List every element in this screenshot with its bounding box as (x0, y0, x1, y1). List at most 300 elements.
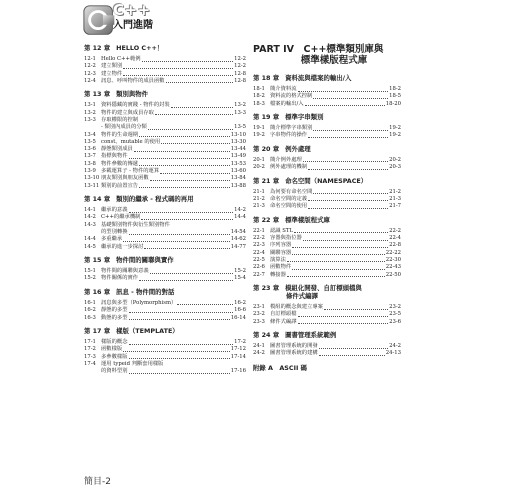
chapter-section (84, 195, 246, 250)
entry-page: 22-8 (389, 242, 401, 249)
dot-leader (298, 316, 389, 317)
toc-entry[interactable] (84, 368, 246, 375)
chapter-number: 第 23 章 (253, 284, 280, 293)
dot-leader (303, 161, 388, 162)
chapter-number: 第 14 章 (84, 195, 111, 204)
toc-entry[interactable] (84, 244, 246, 251)
entry-page: 18-5 (389, 93, 401, 100)
toc-entry[interactable] (84, 300, 246, 307)
entry-title: 多重繼承 (101, 236, 123, 243)
entry-number: 22-5 (253, 256, 265, 263)
chapter-number: 第 17 章 (84, 327, 111, 336)
toc-entry[interactable] (253, 304, 401, 311)
entry-page: 22-2 (389, 227, 401, 234)
appendix-entry[interactable]: 附錄 A ASCII 碼 (253, 363, 307, 372)
dot-leader (150, 180, 230, 181)
toc-entry[interactable] (84, 102, 246, 109)
toc-entry[interactable] (253, 93, 401, 100)
book-title-sub: 入門進階 (113, 20, 153, 31)
toc-entry[interactable] (253, 257, 401, 264)
entry-page: 23-6 (389, 318, 401, 325)
entry-number: 13-4 (84, 131, 96, 138)
dot-leader (129, 312, 234, 313)
dot-leader (129, 158, 230, 159)
entry-title: 命名空間的使用 (270, 203, 308, 210)
entry-number: 13-2 (84, 109, 96, 116)
toc-entry[interactable] (253, 242, 401, 249)
entry-title: 轉接器 (270, 271, 286, 278)
toc-entry[interactable] (84, 307, 246, 314)
entry-page: 13-10 (230, 131, 246, 138)
dot-leader (139, 187, 230, 188)
chapter-number: 第 12 章 (84, 44, 111, 52)
entry-title: 關聯容器 (270, 249, 292, 256)
chapter-title: 標準字串類別 (285, 113, 324, 122)
entry-title: 函數樣版 (101, 346, 123, 353)
entry-title: - 類別內成員的分類 (101, 124, 147, 131)
entry-page: 24-2 (389, 343, 401, 350)
entry-number: 23-1 (253, 304, 265, 311)
entry-number: 14-4 (84, 236, 96, 243)
chapter-number: 第 16 章 (84, 287, 111, 296)
chapter-section (253, 177, 401, 210)
dot-leader (144, 248, 229, 249)
entry-number: 18-2 (253, 93, 265, 100)
entry-page: 14-62 (230, 236, 246, 243)
entry-number: 22-2 (253, 235, 265, 242)
entry-page: 16-2 (234, 299, 246, 306)
toc-entry[interactable] (84, 168, 246, 175)
page-number: 簡目-2 (84, 477, 111, 487)
entry-page: 14-77 (230, 243, 246, 250)
entry-number: 22-6 (253, 264, 265, 271)
entry-page: 13-5 (234, 124, 246, 131)
chapter-title: 命名空間（NAMESPACE） (285, 176, 368, 185)
toc-entry[interactable] (84, 56, 246, 63)
entry-title: 存取權限的控制 (101, 116, 139, 123)
entry-page: 13-3 (234, 109, 246, 116)
page-header (0, 0, 520, 44)
entry-title: 模組的概念與建立專案 (270, 304, 323, 311)
entry-title: 簡介例外處理 (270, 156, 302, 163)
toc-entry[interactable] (84, 132, 246, 139)
entry-title: 的型別轉換 (101, 229, 128, 236)
entry-number: 12-3 (84, 70, 96, 77)
toc-entry[interactable] (253, 189, 401, 196)
chapter-title: 模組化開發、自訂標頭檔與 (285, 284, 362, 293)
toc-entry[interactable] (84, 275, 246, 282)
entry-page: 13-88 (230, 182, 246, 189)
entry-number: 17-2 (84, 346, 96, 353)
toc-entry[interactable] (84, 139, 246, 146)
entry-number: 15-2 (84, 275, 96, 282)
toc-entry[interactable] (253, 203, 401, 210)
entry-number: 14-2 (84, 214, 96, 221)
entry-number: 22-7 (253, 271, 265, 278)
dot-leader (166, 82, 234, 83)
entry-page: 22-43 (385, 264, 401, 271)
entry-title: 檔案的輸出/入 (270, 100, 304, 107)
chapter-title: HELLO C++！ (116, 44, 164, 52)
right-chapter-list (253, 74, 401, 357)
entry-title: 簡介標準字串類別 (270, 125, 313, 132)
chapter-title: 資料流與檔案的輸出/入 (285, 74, 352, 82)
entry-page: 23-5 (389, 311, 401, 318)
dot-leader (141, 219, 233, 220)
chapter-heading[interactable] (84, 195, 246, 203)
toc-entry[interactable] (253, 264, 401, 271)
dot-leader (294, 232, 388, 233)
entry-title: 類別的前置宣告 (101, 182, 139, 189)
toc-entry[interactable] (84, 175, 246, 182)
entry-title: 物件間的關聯與意義 (101, 268, 149, 275)
toc-entry[interactable] (253, 196, 401, 203)
dot-leader (161, 143, 229, 144)
entry-title: 序列容器 (270, 242, 292, 249)
dot-leader (129, 212, 234, 213)
dot-leader (308, 169, 388, 170)
chapter-number: 第 13 章 (84, 90, 111, 99)
book-title-main: C++ (113, 1, 151, 19)
entry-title: 例外處理的機制 (270, 164, 308, 171)
dot-leader (129, 373, 230, 374)
entry-title: 函數物件 (270, 264, 292, 271)
entry-number: 24-1 (253, 343, 265, 350)
dot-leader (123, 241, 230, 242)
toc-entry[interactable] (84, 146, 246, 153)
dot-leader (123, 351, 230, 352)
entry-page: 20-3 (389, 164, 401, 171)
dot-leader (123, 75, 233, 76)
entry-page: 20-2 (389, 156, 401, 163)
entry-page: 12-2 (234, 63, 246, 70)
toc-entry[interactable] (253, 350, 401, 357)
chapter-heading[interactable] (84, 327, 246, 335)
entry-title: 字串物件的操作 (270, 132, 308, 139)
entry-page: 17-16 (230, 368, 246, 375)
entry-title: 多參數樣版 (101, 353, 128, 360)
entry-title: 動態的多型 (101, 314, 128, 321)
chapter-heading[interactable] (253, 331, 401, 339)
entry-page: 13-49 (230, 153, 246, 160)
entry-title: 訊息與多型（Polymorphism） (101, 299, 177, 306)
part-title-line1: PART IV C++標準類別庫與 (253, 44, 384, 55)
entry-title: 圖書管理系統的開發 (270, 343, 318, 350)
entry-title: 簡介資料流 (270, 86, 297, 92)
toc-entry[interactable] (253, 272, 401, 279)
dot-leader (292, 254, 385, 255)
chapter-title: 樣版（TEMPLATE） (116, 327, 179, 336)
dot-leader (177, 304, 233, 305)
toc-entry[interactable] (84, 117, 246, 124)
entry-number: 23-3 (253, 318, 265, 325)
toc-entry[interactable] (84, 339, 246, 346)
entry-page: 18-2 (389, 86, 401, 92)
entry-title: 演算法 (270, 256, 286, 263)
dot-leader (303, 240, 388, 241)
entry-page: 14-4 (234, 214, 246, 221)
entry-number: 14-3 (84, 221, 96, 228)
entry-number: 12-4 (84, 77, 96, 84)
entry-number: 13-10 (84, 175, 100, 182)
toc-entry[interactable] (253, 319, 401, 326)
chapter-heading[interactable] (253, 74, 401, 82)
entry-number: 12-2 (84, 63, 96, 70)
chapter-heading[interactable] (84, 44, 246, 52)
entry-page: 14-2 (234, 207, 246, 214)
entry-number: 18-1 (253, 86, 265, 92)
entry-page: 12-8 (234, 70, 246, 77)
entry-page: 22-4 (389, 235, 401, 242)
entry-number: 12-1 (84, 56, 96, 62)
toc-entry[interactable] (84, 354, 246, 361)
entry-page: 17-12 (230, 346, 246, 353)
entry-title: 命名空間的定義 (270, 195, 308, 202)
entry-title: 樣版的概念 (101, 339, 128, 346)
entry-page: 18-20 (385, 100, 401, 107)
dot-leader (134, 151, 230, 152)
entry-title: 容器與指位器 (270, 235, 302, 242)
entry-title: C++的繼承機制 (101, 214, 141, 221)
entry-title: 物件參數的傳遞 (101, 160, 139, 167)
toc-entry[interactable] (253, 86, 401, 93)
entry-number: 22-4 (253, 249, 265, 256)
entry-number: 13-9 (84, 168, 96, 175)
dot-leader (155, 114, 233, 115)
entry-page: 13-53 (230, 160, 246, 167)
entry-title: 訊息、呼叫物件的成員函數 (101, 77, 165, 84)
toc-entry[interactable] (84, 315, 246, 322)
toc-entry[interactable] (253, 311, 401, 318)
toc-entry[interactable] (84, 229, 246, 236)
dot-leader (160, 173, 230, 174)
entry-page: 16-14 (230, 314, 246, 321)
chapter-number: 第 24 章 (253, 331, 280, 340)
toc-entry[interactable] (84, 346, 246, 353)
toc-entry[interactable] (84, 110, 246, 117)
entry-number: 14-5 (84, 243, 96, 250)
chapter-title: 圖書管理系統範例 (285, 331, 337, 340)
chapter-heading[interactable] (253, 284, 401, 300)
entry-title: 朋友類別與朋友函數 (101, 175, 149, 182)
toc-entry[interactable] (84, 63, 246, 70)
entry-title: 為何要有命名空間 (270, 188, 313, 195)
dot-leader (298, 323, 389, 324)
toc-entry[interactable] (84, 222, 246, 229)
entry-title: 物件的生命週期 (101, 131, 139, 138)
toc-entry[interactable] (84, 268, 246, 275)
dot-leader (129, 344, 234, 345)
entry-number: 13-5 (84, 138, 96, 145)
entry-number: 24-2 (253, 350, 265, 357)
entry-title: 指標與物件 (101, 153, 128, 160)
dot-leader (313, 130, 388, 131)
dot-leader (142, 61, 234, 62)
dot-leader (287, 261, 385, 262)
entry-title: 靜態類別成員 (101, 146, 133, 153)
dot-leader (139, 165, 230, 166)
entry-number: 18-3 (253, 100, 265, 107)
entry-page: 22-22 (385, 249, 401, 256)
toc-entry[interactable] (253, 250, 401, 257)
toc-left-column (84, 44, 246, 381)
entry-number: 22-1 (253, 227, 265, 234)
toc-right-column (253, 44, 401, 372)
toc-entry[interactable] (253, 235, 401, 242)
toc-entry[interactable] (84, 161, 246, 168)
entry-page: 15-2 (234, 268, 246, 275)
dot-leader (298, 91, 389, 92)
toc-entry[interactable] (84, 214, 246, 221)
toc-entry[interactable] (84, 183, 246, 190)
entry-number: 21-2 (253, 195, 265, 202)
entry-title: 的資料型別 (101, 368, 128, 375)
toc-entry[interactable] (253, 101, 401, 108)
entry-page: 21-7 (389, 203, 401, 210)
dot-leader (139, 136, 230, 137)
chapter-heading[interactable] (253, 145, 401, 153)
entry-number: 17-3 (84, 353, 96, 360)
chapter-section (253, 331, 401, 357)
dot-leader (148, 129, 233, 130)
chapter-section (253, 284, 401, 325)
entry-page: 13-30 (230, 138, 246, 145)
chapter-number: 第 22 章 (253, 215, 280, 224)
entry-page: 17-14 (230, 353, 246, 360)
entry-title: 運用 typeid 判斷套用樣版 (101, 360, 164, 367)
entry-title: 物件的建立與成員存取 (101, 109, 154, 116)
chapter-title: 類別的繼承 - 程式碼的再用 (116, 195, 194, 204)
toc-entry[interactable] (84, 361, 246, 368)
entry-number: 16-2 (84, 307, 96, 314)
dot-leader (292, 247, 388, 248)
dot-leader (129, 319, 230, 320)
chapter-heading[interactable] (84, 256, 246, 264)
dot-leader (313, 98, 388, 99)
entry-page: 23-2 (389, 304, 401, 311)
toc-entry[interactable] (253, 132, 401, 139)
toc-entry[interactable] (84, 124, 246, 131)
toc-entry[interactable] (253, 157, 401, 164)
entry-page: 14-54 (230, 229, 246, 236)
entry-page: 13-60 (230, 168, 246, 175)
chapter-section (253, 216, 401, 278)
chapter-section (253, 113, 401, 139)
entry-page: 21-2 (389, 188, 401, 195)
entry-number: 13-8 (84, 160, 96, 167)
chapter-section (84, 327, 246, 375)
chapter-section (84, 256, 246, 282)
dot-leader (171, 107, 233, 108)
chapter-heading[interactable] (253, 177, 401, 185)
entry-number: 16-1 (84, 299, 96, 306)
entry-page: 13-2 (234, 102, 246, 109)
entry-title: 條件式編譯 (270, 318, 297, 325)
entry-title: 認識 STL (270, 227, 293, 234)
part-title (253, 44, 401, 66)
entry-number: 23-2 (253, 311, 265, 318)
dot-leader (319, 355, 385, 356)
entry-number: 16-3 (84, 314, 96, 321)
dot-leader (308, 208, 388, 209)
chapter-section (253, 145, 401, 171)
entry-number: 13-3 (84, 116, 96, 123)
toc-entry[interactable] (84, 207, 246, 214)
chapter-number: 第 19 章 (253, 113, 280, 122)
dot-leader (139, 280, 233, 281)
chapter-number: 第 18 章 (253, 74, 280, 82)
entry-page: 24-13 (385, 350, 401, 357)
chapter-heading[interactable] (253, 113, 401, 121)
dot-leader (313, 193, 388, 194)
entry-page: 15-4 (234, 275, 246, 282)
toc-entry[interactable] (84, 78, 246, 85)
chapter-title: 類別與物件 (116, 90, 149, 99)
toc-entry[interactable] (253, 164, 401, 171)
dot-leader (308, 200, 388, 201)
chapter-heading[interactable] (253, 216, 401, 224)
dot-leader (287, 276, 385, 277)
entry-title: 多載運算子 - 物件的運算 (101, 168, 160, 175)
entry-title: 繼承的意義 (101, 207, 128, 214)
dot-leader (308, 137, 388, 138)
chapter-heading[interactable] (84, 90, 246, 98)
toc-entry[interactable] (253, 125, 401, 132)
entry-page: 12-2 (234, 56, 246, 62)
entry-page: 21-3 (389, 195, 401, 202)
entry-title: 資料隱藏的實踐 - 物件的封裝 (101, 102, 170, 109)
entry-number: 15-1 (84, 268, 96, 275)
entry-page: 22-30 (385, 256, 401, 263)
entry-number: 20-2 (253, 164, 265, 171)
dot-leader (123, 68, 233, 69)
chapter-heading[interactable] (84, 288, 246, 296)
entry-number: 13-11 (84, 182, 100, 189)
entry-number: 19-2 (253, 132, 265, 139)
entry-page: 12-8 (234, 77, 246, 84)
chapter-number: 第 15 章 (84, 256, 111, 265)
toc-entry[interactable] (253, 343, 401, 350)
entry-page: 19-2 (389, 132, 401, 139)
toc-entry[interactable] (84, 236, 246, 243)
entry-title: 建立類別 (101, 63, 123, 70)
chapter-section (84, 44, 246, 84)
entry-number: 17-4 (84, 360, 96, 367)
toc-entry[interactable] (84, 71, 246, 78)
toc-entry[interactable] (84, 153, 246, 160)
entry-number: 13-6 (84, 146, 96, 153)
part-title-line2: 標準樣版程式庫 (300, 55, 368, 66)
entry-page: 13-44 (230, 146, 246, 153)
entry-page: 17-2 (234, 339, 246, 346)
entry-number: 21-3 (253, 203, 265, 210)
book-title (113, 2, 153, 32)
entry-title: 圖書管理系統的建構 (270, 350, 318, 357)
dot-leader (129, 358, 230, 359)
chapter-title-line2: 條件式編譯 (286, 292, 318, 301)
entry-title: 建立物件 (101, 70, 123, 77)
chapter-title: 訊息 - 物件間的對話 (116, 287, 175, 296)
entry-number: 13-7 (84, 153, 96, 160)
chapter-number: 第 20 章 (253, 144, 280, 153)
entry-title: Hello C++範例 (101, 56, 141, 62)
chapter-section (253, 74, 401, 107)
toc-entry[interactable] (253, 228, 401, 235)
entry-number: 17-1 (84, 339, 96, 346)
dot-leader (292, 269, 385, 270)
dot-leader (129, 234, 230, 235)
dot-leader (319, 348, 388, 349)
